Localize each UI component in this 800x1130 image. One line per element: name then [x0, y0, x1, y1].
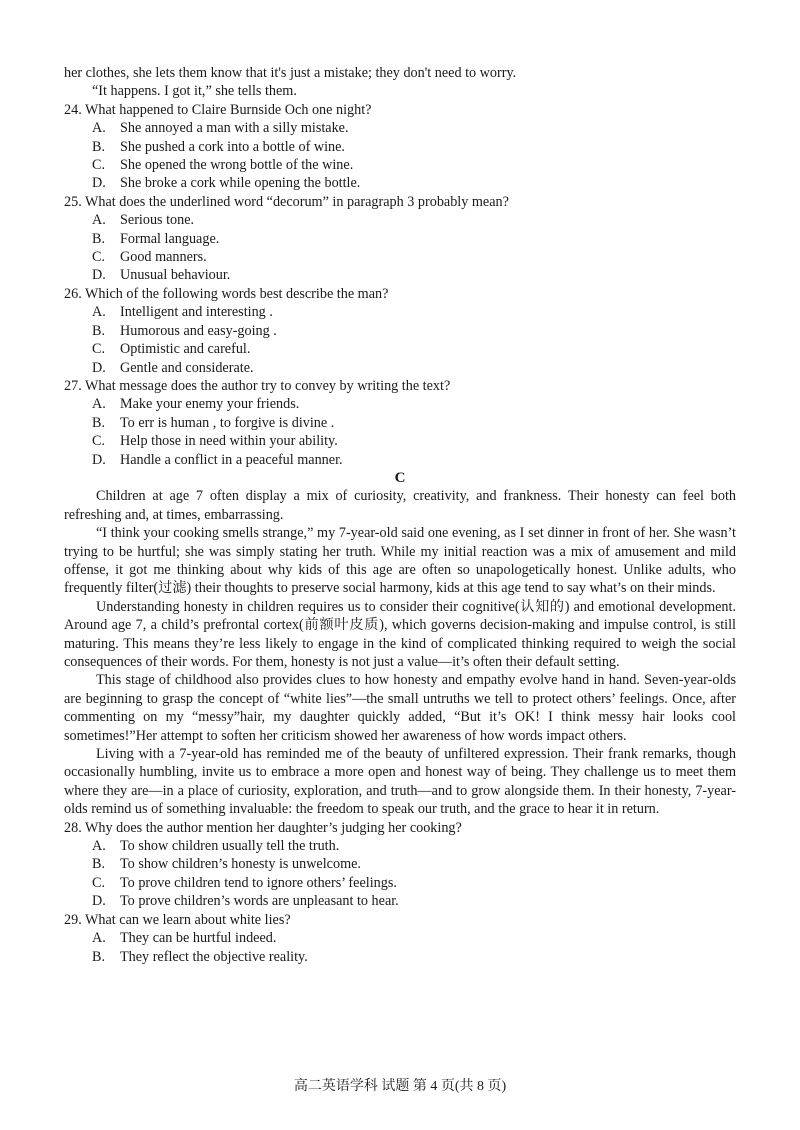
question-stem: 27. What message does the author try to convey by writing the text? [64, 377, 451, 394]
option-d [64, 451, 736, 469]
question-28 [64, 819, 736, 911]
question-26 [64, 285, 736, 377]
option-text: She broke a cork while opening the bottle. [120, 175, 361, 192]
option-a [64, 211, 736, 229]
option-letter: B. [92, 138, 106, 155]
option-text: They can be hurtful indeed. [120, 930, 277, 947]
option-b [64, 138, 736, 156]
option-letter: C. [92, 341, 106, 358]
option-letter: D. [92, 267, 106, 284]
option-letter: B. [92, 948, 106, 965]
passage-paragraph: Children at age 7 often display a mix of curiosity, creativity, and frankness. Their honesty can feel both refreshing and, at times, embarrassing. [64, 488, 736, 523]
option-letter: A. [92, 120, 106, 137]
option-letter: D. [92, 893, 106, 910]
option-d [64, 359, 736, 377]
option-letter: B. [92, 414, 106, 431]
option-letter: C. [92, 874, 106, 891]
option-c [64, 432, 736, 450]
question-stem: 25. What does the underlined word “decorum” in paragraph 3 probably mean? [64, 193, 509, 210]
question-stem: 29. What can we learn about white lies? [64, 911, 291, 928]
option-text: She opened the wrong bottle of the wine. [120, 157, 354, 174]
continuation-line-2: “It happens. I got it,” she tells them. [92, 83, 297, 100]
option-b [64, 414, 736, 432]
option-c [64, 340, 736, 358]
option-letter: B. [92, 322, 106, 339]
option-d [64, 892, 736, 910]
option-text: They reflect the objective reality. [120, 948, 308, 965]
passage-paragraph: Understanding honesty in children requires us to consider their cognitive(认知的) and emotional development. Around age 7, a child’s prefrontal cortex(前额叶皮质), which governs decision-making and impulse control, is still maturing. This means they’re less likely to engage in the kind of complicated thinking required to weigh the social consequences of their words. For them, honesty is not just a value—it’s often their default setting. [64, 598, 736, 670]
option-letter: B. [92, 856, 106, 873]
option-text: To show children’s honesty is unwelcome. [120, 856, 361, 873]
option-letter: C. [92, 157, 106, 174]
option-letter: B. [92, 230, 106, 247]
option-text: Gentle and considerate. [120, 359, 254, 376]
passage-paragraph: This stage of childhood also provides clues to how honesty and empathy evolve hand in hand. Seven-year-olds are beginning to grasp the concept of “white lies”—the small untruths we tell to protect others’ feelings. Once, after commenting on my “messy”hair, my daughter quickly added, “But it’s OK! I think messy hair looks cool sometimes!”Her attempt to soften her criticism showed her awareness of how words impact others. [64, 672, 736, 744]
option-letter: D. [92, 175, 106, 192]
option-letter: C. [92, 433, 106, 450]
option-text: Intelligent and interesting . [120, 304, 273, 321]
question-24 [64, 101, 736, 193]
option-b [64, 855, 736, 873]
option-text: Good manners. [120, 249, 207, 266]
option-c [64, 248, 736, 266]
question-stem: 24. What happened to Claire Burnside Och one night? [64, 101, 372, 118]
option-text: Humorous and easy-going . [120, 322, 277, 339]
question-25 [64, 193, 736, 285]
option-a [64, 929, 736, 947]
option-d [64, 266, 736, 284]
page-footer: 高二英语学科 试题 第 4 页(共 8 页) [293, 1079, 507, 1094]
option-letter: D. [92, 359, 106, 376]
option-letter: A. [92, 930, 106, 947]
option-a [64, 837, 736, 855]
option-text: Make your enemy your friends. [120, 396, 300, 413]
option-text: She annoyed a man with a silly mistake. [120, 120, 349, 137]
option-letter: A. [92, 212, 106, 229]
option-d [64, 174, 736, 192]
question-stem: 28. Why does the author mention her daughter’s judging her cooking? [64, 819, 462, 836]
option-text: Formal language. [120, 230, 220, 247]
option-letter: A. [92, 304, 106, 321]
option-text: She pushed a cork into a bottle of wine. [120, 138, 345, 155]
option-c [64, 156, 736, 174]
option-text: To prove children tend to ignore others’ feelings. [120, 874, 397, 891]
option-text: Help those in need within your ability. [120, 433, 338, 450]
option-b [64, 948, 736, 966]
passage-paragraph: Living with a 7-year-old has reminded me of the beauty of unfiltered expression. Their frank remarks, though occasionally humbling, invite us to embrace a more open and honest way of being. They challenge us to meet them where they are—in a place of curiosity, exploration, and truth—and to grow alongside them. In their honesty, 7-year-olds remind us of something invaluable: the freedom to speak our truth, and the grace to hear it in return. [64, 746, 736, 818]
option-letter: A. [92, 396, 106, 413]
passage-paragraph: “I think your cooking smells strange,” my 7-year-old said one evening, as I set dinner in front of her. She wasn’t trying to be hurtful; she was simply stating her truth. While my initial reaction was a mix of amusement and mild offense, it got me thinking about why kids of this age are often so unapologetically honest. Unlike adults, who frequently filter(过滤) their thoughts to preserve social harmony, kids at this age tend to say what’s on their minds. [64, 525, 736, 597]
question-27 [64, 377, 736, 469]
option-text: To show children usually tell the truth. [120, 838, 340, 855]
option-a [64, 303, 736, 321]
option-letter: D. [92, 451, 106, 468]
option-b [64, 230, 736, 248]
question-stem: 26. Which of the following words best describe the man? [64, 285, 389, 302]
exam-page [64, 64, 736, 966]
option-b [64, 322, 736, 340]
option-a [64, 119, 736, 137]
option-text: Optimistic and careful. [120, 341, 251, 358]
option-letter: C. [92, 249, 106, 266]
option-text: Serious tone. [120, 212, 195, 229]
option-text: To prove children’s words are unpleasant to hear. [120, 893, 399, 910]
question-29 [64, 911, 736, 966]
option-letter: A. [92, 838, 106, 855]
section-c-heading: C [394, 469, 406, 486]
continuation-line-1: her clothes, she lets them know that it's just a mistake; they don't need to worry. [64, 65, 517, 81]
option-text: Unusual behaviour. [120, 267, 231, 284]
option-text: Handle a conflict in a peaceful manner. [120, 451, 343, 468]
option-c [64, 874, 736, 892]
option-text: To err is human , to forgive is divine . [120, 414, 335, 431]
option-a [64, 395, 736, 413]
